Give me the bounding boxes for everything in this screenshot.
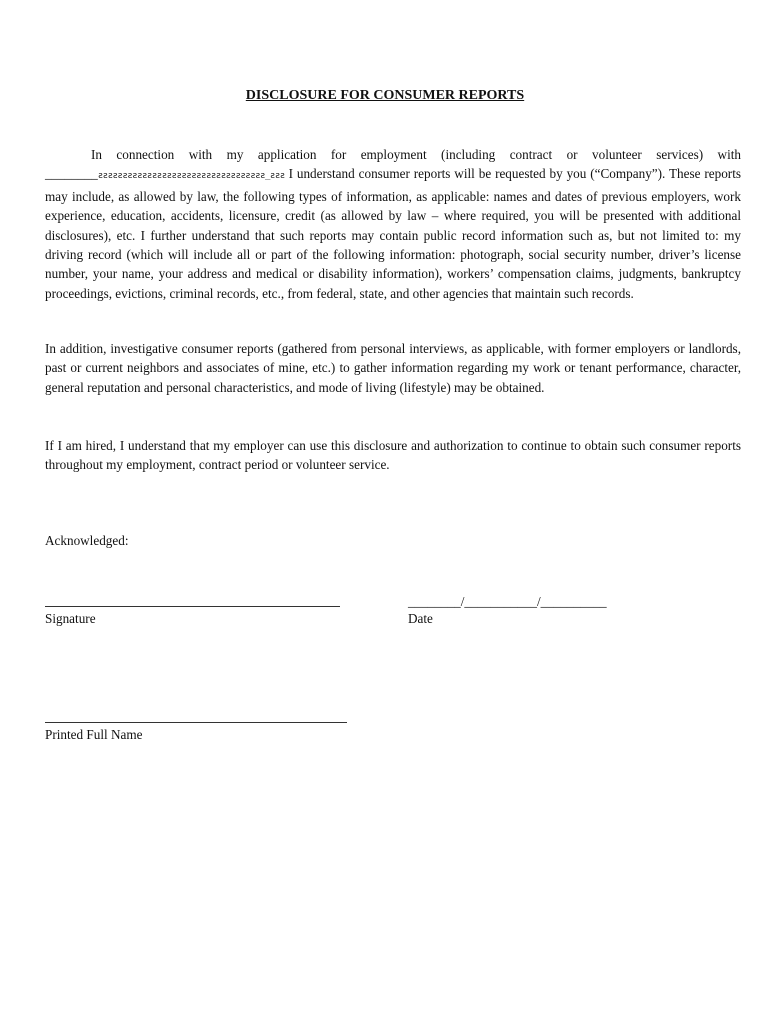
date-blank[interactable]: ________/___________/__________ — [408, 594, 607, 609]
para1-start: In connection with my application for employment (including contract or volunteer services) with — [91, 147, 741, 162]
date-label: Date — [408, 611, 433, 626]
document-title: DISCLOSURE FOR CONSUMER REPORTS — [245, 88, 525, 103]
para1-rest: I understand consumer reports will be requested by you (“Company”). These reports may include, as allowed by law, the following types of information, as applicable: names and dates of previous employers, work experience, education, accidents, licensure, credit (as allowed by law – where required, you will be presented with additional disclosures), etc. I further understand that such reports may contain public record information such as, but not limited to: my driving record (which will include all or part of the following information: photograph, social security number, driver’s license number, your name, your address and medical or disability information), workers’ compensation claims, judgments, bankruptcy proceedings, evictions, criminal records, etc., from federal, state, and other agencies that maintain such records. — [45, 166, 741, 301]
company-blank: ________ — [45, 166, 98, 182]
paragraph-consumer-reports — [45, 145, 741, 303]
printed-name-label: Printed Full Name — [45, 727, 143, 742]
acknowledged-label: Acknowledged: — [45, 533, 129, 548]
printed-name-line[interactable] — [45, 722, 347, 723]
paragraph-investigative-reports: In addition, investigative consumer reports (gathered from personal interviews, as applicable, with former employers or landlords, past or current neighbors and associates of mine, etc.) to gather information regarding my work or tenant performance, character, general reputation and personal characteristics, and mode of living (lifestyle) may be obtained. — [45, 341, 741, 395]
company-name-garbled: ƨƨƨƨƨƨƨƨƨƨƨƨƨƨƨƨƨƨƨƨƨƨƨƨƨƨƨƨƨƨƨƨƨƨ_ƨƨƨ — [97, 171, 285, 182]
signature-line[interactable] — [45, 606, 340, 607]
signature-label: Signature — [45, 611, 96, 626]
paragraph-if-hired: If I am hired, I understand that my employer can use this disclosure and authorization to continue to obtain such consumer reports throughout my employment, contract period or volunteer service. — [45, 438, 741, 473]
